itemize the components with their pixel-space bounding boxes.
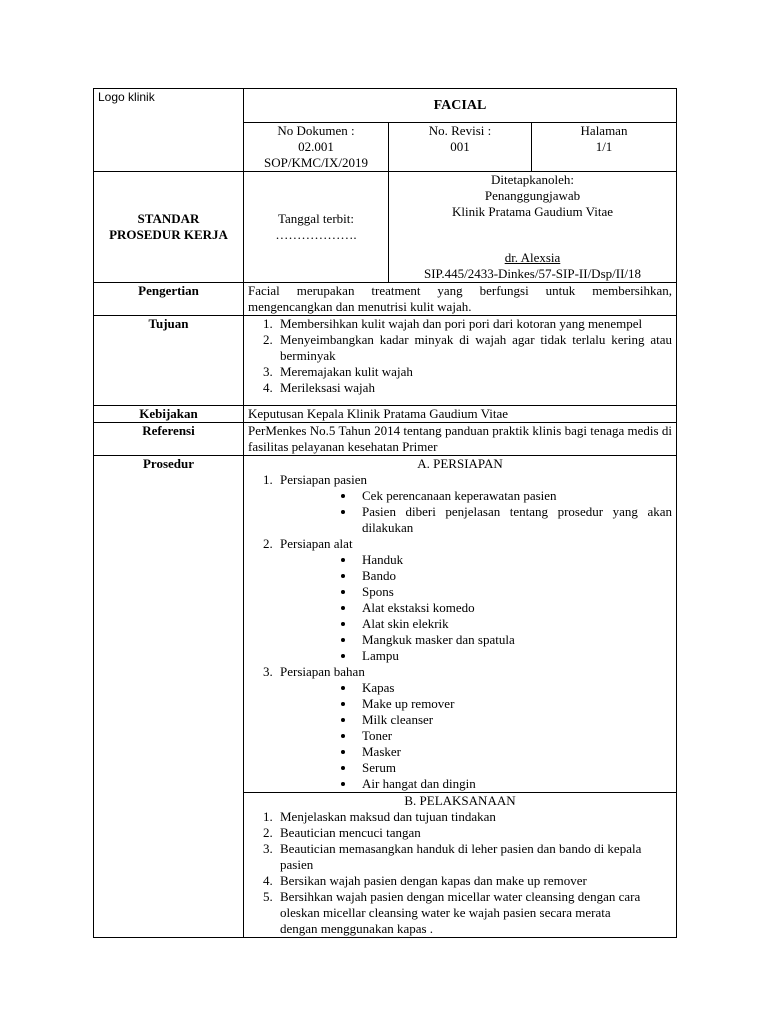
persiapan-bahan (276, 664, 672, 792)
signer-name: dr. Alexsia (504, 250, 561, 265)
alat-bullet-item: • Lampu (356, 648, 672, 664)
issue-date-cell (244, 172, 389, 283)
persiapan-alat (276, 536, 672, 664)
tujuan-item: 4. Merileksasi wajah (276, 380, 672, 396)
revision-label: No. Revisi : (428, 123, 492, 138)
persiapan-alat-title: Persiapan alat (280, 536, 353, 551)
alat-bullet-item: • Mangkuk masker dan spatula (356, 632, 672, 648)
logo-placeholder (94, 89, 244, 172)
approval-line1: Ditetapkanoleh: (490, 172, 575, 187)
bahan-bullet-item: • Masker (356, 744, 672, 760)
document-title: FACIAL (244, 89, 677, 123)
page-label: Halaman (580, 123, 628, 138)
persiapan-pasien-title: Persiapan pasien (280, 472, 368, 487)
kebijakan-label: Kebijakan (94, 406, 244, 423)
sop-heading-line2: PROSEDUR KERJA (109, 227, 228, 242)
pelaksanaan-step: 2. Beautician mencuci tangan (276, 825, 642, 841)
approval-line2: Penanggungjawab (484, 188, 581, 203)
persiapan-cell (244, 456, 677, 793)
alat-bullet-item: • Alat skin elekrik (356, 616, 672, 632)
document-number-label: No Dokumen : (277, 123, 355, 138)
pasien-bullet-list (280, 488, 672, 536)
revision-cell (389, 123, 532, 172)
document-number-line1: 02.001 (298, 139, 334, 154)
sop-document-table (93, 88, 677, 938)
pelaksanaan-heading: B. PELAKSANAAN (404, 793, 516, 808)
bahan-bullet-list (280, 680, 672, 792)
bahan-bullet-item: • Toner (356, 728, 672, 744)
approval-line3: Klinik Pratama Gaudium Vitae (451, 204, 614, 219)
sop-heading-line1: STANDAR (137, 211, 200, 226)
pengertian-text: Facial merupakan treatment yang berfungsi untuk membersihkan, mengencangkan dan menutrisi kulit wajah. (244, 283, 677, 316)
persiapan-heading: A. PERSIAPAN (417, 456, 503, 471)
bahan-bullet-item: • Milk cleanser (356, 712, 672, 728)
kebijakan-text: Keputusan Kepala Klinik Pratama Gaudium Vitae (244, 406, 677, 423)
referensi-label: Referensi (94, 423, 244, 456)
tujuan-item: 2. Menyeimbangkan kadar minyak di wajah agar tidak terlalu kering atau berminyak (276, 332, 672, 364)
alat-bullet-item: • Handuk (356, 552, 672, 568)
approval-cell (389, 172, 677, 283)
bahan-bullet-item: • Kapas (356, 680, 672, 696)
page-cell (532, 123, 677, 172)
alat-bullet-item: • Spons (356, 584, 672, 600)
tujuan-item: 1. Membersihkan kulit wajah dan pori pori dari kotoran yang menempel (276, 316, 672, 332)
persiapan-pasien (276, 472, 672, 536)
pasien-bullet-item: • Pasien diberi penjelasan tentang prosedur yang akan dilakukan (356, 504, 672, 536)
persiapan-list (248, 472, 672, 792)
document-number-line2: SOP/KMC/IX/2019 (263, 155, 369, 170)
pelaksanaan-step: 4. Bersikan wajah pasien dengan kapas dan make up remover (276, 873, 642, 889)
bahan-bullet-item: • Make up remover (356, 696, 672, 712)
alat-bullet-item: • Bando (356, 568, 672, 584)
sop-heading-cell (94, 172, 244, 283)
pelaksanaan-list (248, 809, 672, 937)
document-number-cell (244, 123, 389, 172)
pelaksanaan-step: 5. Bersihkan wajah pasien dengan micellar water cleansing dengan cara oleskan micellar cleansing water ke wajah pasien secara merata dengan menggunakan kapas . (276, 889, 642, 937)
revision-value: 001 (450, 139, 470, 154)
bahan-bullet-item: • Serum (356, 760, 672, 776)
tujuan-label: Tujuan (94, 316, 244, 406)
pelaksanaan-cell (244, 793, 677, 938)
pelaksanaan-step: 3. Beautician memasangkan handuk di leher pasien dan bando di kepala pasien (276, 841, 642, 873)
bahan-bullet-item: • Air hangat dan dingin (356, 776, 672, 792)
page-value: 1/1 (595, 139, 613, 154)
issue-date-label: Tanggal terbit: (278, 211, 354, 226)
pelaksanaan-step: 1. Menjelaskan maksud dan tujuan tindakan (276, 809, 642, 825)
prosedur-label: Prosedur (94, 456, 244, 938)
tujuan-cell (244, 316, 677, 406)
pengertian-label: Pengertian (94, 283, 244, 316)
tujuan-item: 3. Meremajakan kulit wajah (276, 364, 672, 380)
alat-bullet-list (280, 552, 672, 664)
persiapan-bahan-title: Persiapan bahan (280, 664, 365, 679)
pasien-bullet-item: • Cek perencanaan keperawatan pasien (356, 488, 672, 504)
signer-license: SIP.445/2433-Dinkes/57-SIP-II/Dsp/II/18 (423, 266, 642, 281)
issue-date-value: ………………. (275, 227, 357, 242)
alat-bullet-item: • Alat ekstaksi komedo (356, 600, 672, 616)
logo-label: Logo klinik (98, 90, 155, 104)
referensi-text: PerMenkes No.5 Tahun 2014 tentang panduan praktik klinis bagi tenaga medis di fasilitas pelayanan kesehatan Primer (244, 423, 677, 456)
tujuan-list (248, 316, 672, 396)
